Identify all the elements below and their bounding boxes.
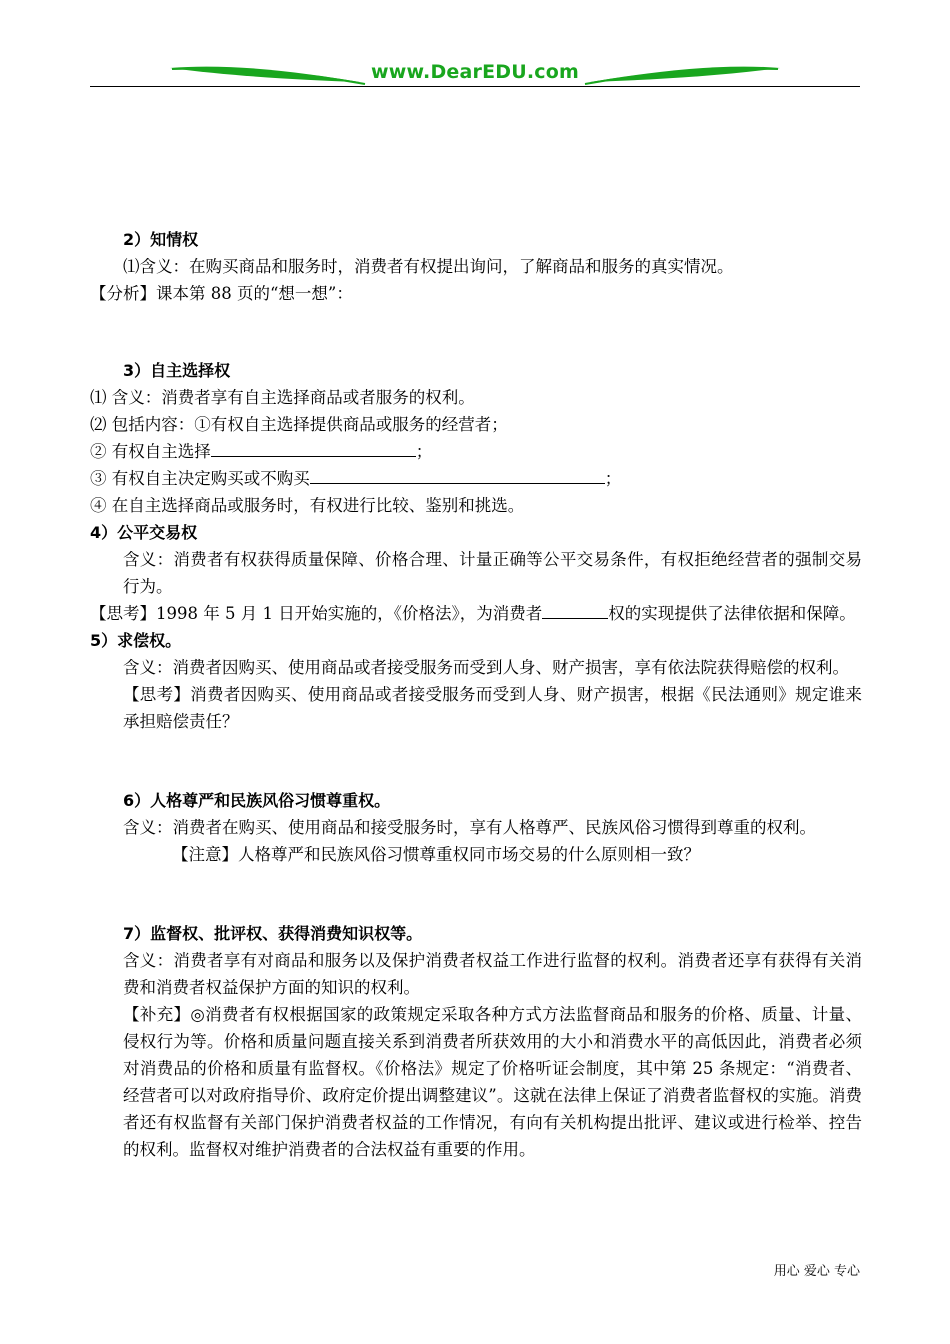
section3-item3-end: ； [604, 469, 622, 488]
section4-think-text: 【思考】1998 年 5 月 1 日开始实施的，《价格法》，为消费者 [90, 604, 543, 623]
section6-meaning: 含义：消费者在购买、使用商品和接受服务时，享有人格尊严、民族风俗习惯得到尊重的权利。 [123, 818, 816, 837]
section3-title: 3）自主选择权 [123, 361, 231, 380]
section5-meaning: 含义：消费者因购买、使用商品或者接受服务而受到人身、财产损害，享有依法院获得赔偿的权利。 [123, 658, 849, 677]
section4-think-end: 权的实现提供了法律依据和保障。 [608, 604, 856, 623]
section3-contents: ⑵ 包括内容：①有权自主选择提供商品或服务的经营者； [90, 415, 508, 434]
section5-think: 【思考】消费者因购买、使用商品或者接受服务而受到人身、财产损害，根据《民法通则》规定谁来承担赔偿责任？ [123, 685, 862, 731]
header-rule [90, 86, 860, 87]
section3-item3-text: ③ 有权自主决定购买或不购买 [90, 469, 310, 488]
section3-item3 [90, 465, 862, 492]
fill-blank [542, 601, 608, 619]
section7-meaning: 含义：消费者享有对商品和服务以及保护消费者权益工作进行监督的权利。消费者还享有获得有关消费和消费者权益保护方面的知识的权利。 [123, 951, 862, 997]
footer-motto: 用心 爱心 专心 [773, 1264, 860, 1279]
section7-supplement: 【补充】◎消费者有权根据国家的政策规定采取各种方式方法监督商品和服务的价格、质量、计量、侵权行为等。价格和质量问题直接关系到消费者所获效用的大小和消费水平的高低因此，消费者必须对消费品的价格和质量有监督权。《价格法》规定了价格听证会制度，其中第 25 条规定：“消费者、经营者可以对政府指导价、政府定价提出调整建议”。这就在法律上保证了消费者监督权的实施。消费者还有权监督有关部门保护消费者权益的工作情况，有向有关机构提出批评、建议或进行检举、控告的权利。监督权对维护消费者的合法权益有重要的作用。 [123, 1005, 862, 1159]
section3-item2-end: ； [415, 442, 433, 461]
section3-item2 [90, 438, 862, 465]
section6-note: 【注意】人格尊严和民族风俗习惯尊重权同市场交易的什么原则相一致？ [172, 845, 700, 864]
fill-blank [310, 466, 605, 484]
section7-title: 7）监督权、批评权、获得消费知识权等。 [123, 924, 423, 943]
section3-item4: ④ 在自主选择商品或服务时，有权进行比较、鉴别和挑选。 [90, 496, 525, 515]
spacer [90, 868, 862, 920]
section2-analysis: 【分析】课本第 88 页的“想一想”： [90, 284, 353, 303]
site-logo-text: www.DearEDU.com [370, 61, 580, 83]
spacer [90, 735, 862, 787]
section4-meaning: 含义：消费者有权获得质量保障、价格合理、计量正确等公平交易条件，有权拒绝经营者的强制交易行为。 [123, 550, 862, 596]
section2-title: 2）知情权 [123, 230, 199, 249]
section3-item2-text: ② 有权自主选择 [90, 442, 211, 461]
section4-title: 4）公平交易权 [90, 523, 198, 542]
document-body [90, 226, 862, 1163]
section6-title: 6）人格尊严和民族风俗习惯尊重权。 [123, 791, 391, 810]
section3-meaning: ⑴ 含义：消费者享有自主选择商品或者服务的权利。 [90, 388, 475, 407]
section4-think [90, 600, 862, 627]
section2-meaning: ⑴含义：在购买商品和服务时，消费者有权提出询问，了解商品和服务的真实情况。 [123, 257, 734, 276]
fill-blank [211, 439, 416, 457]
spacer [90, 307, 862, 357]
section5-title: 5）求偿权。 [90, 631, 182, 650]
